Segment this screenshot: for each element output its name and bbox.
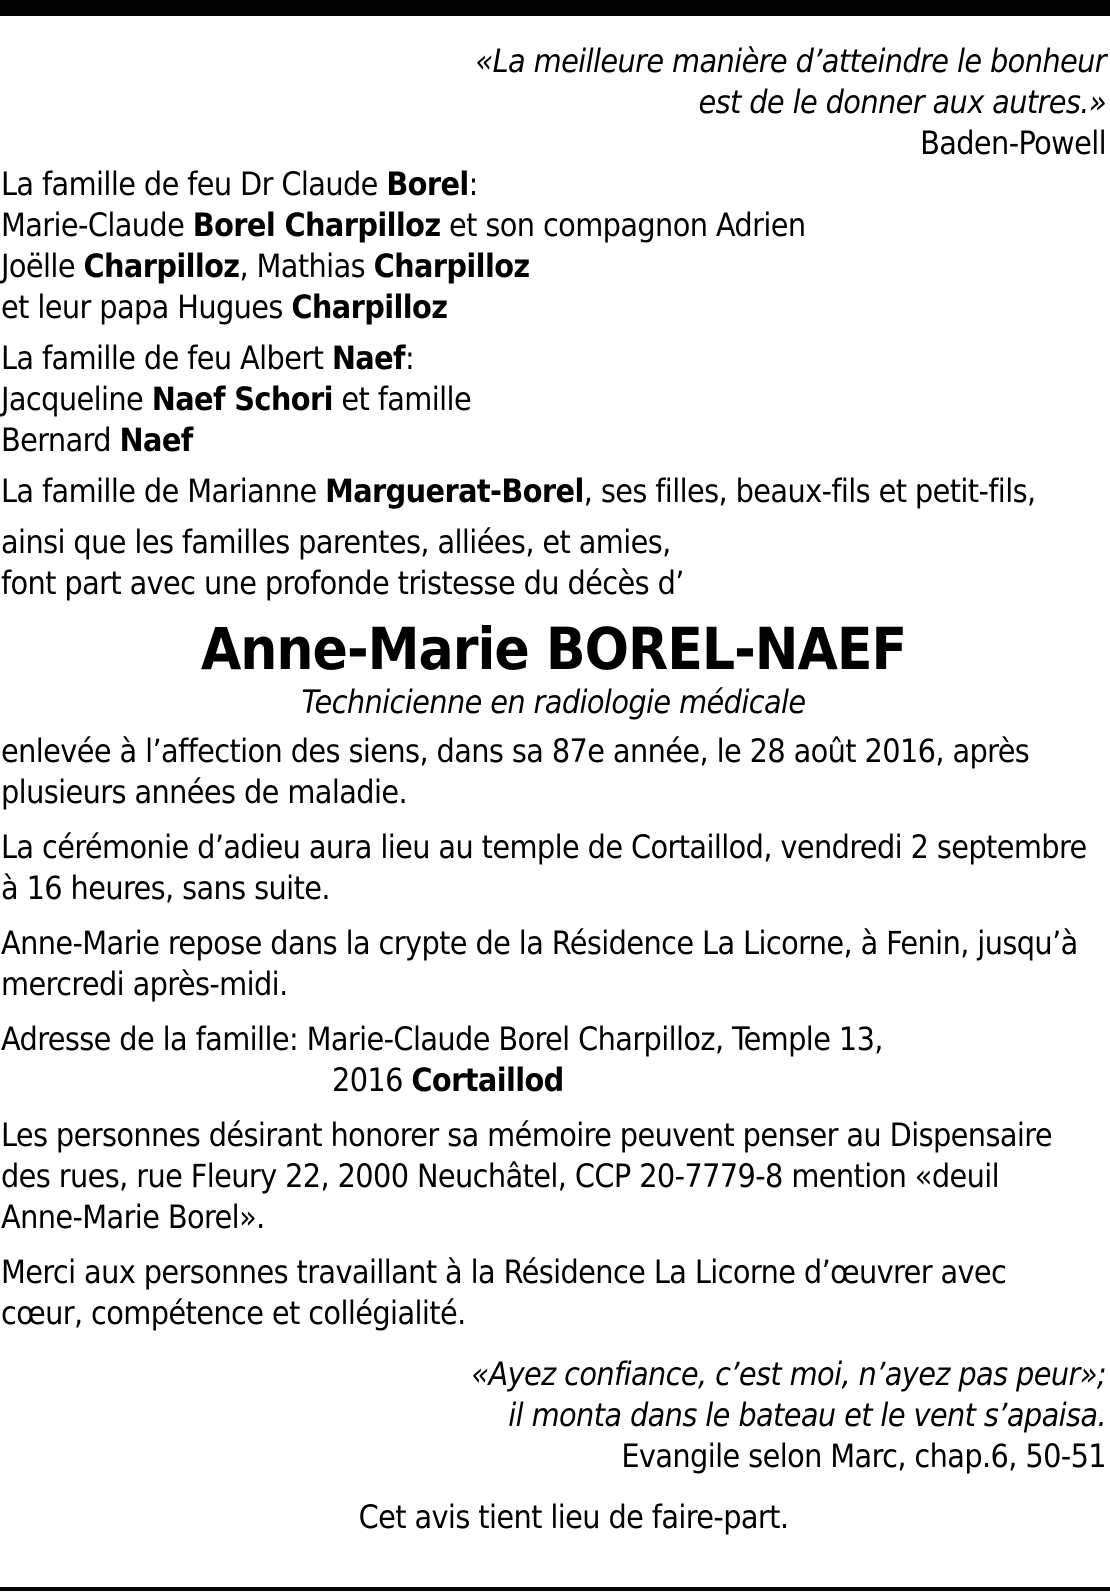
donation-info <box>1 1115 1106 1238</box>
family-marguerat <box>1 471 1106 512</box>
family-borel <box>1 164 1106 328</box>
intro-text: La famille de feu Albert <box>1 339 332 377</box>
death-notice <box>1 731 1106 813</box>
surname: Naef Schori <box>151 380 333 418</box>
text: et son compagnon Adrien <box>440 206 806 244</box>
announcement <box>1 522 1106 604</box>
intro-colon: : <box>404 339 415 377</box>
address-line-1: Adresse de la famille: Marie-Claude Borel Charpilloz, Temple 13, <box>1 1020 883 1058</box>
epigraph-author: Baden-Powell <box>920 124 1106 162</box>
intro-colon: : <box>468 165 478 203</box>
announcement-line-2: font part avec une profonde tristesse du décès d’ <box>1 564 684 602</box>
donation-line-1: Les personnes désirant honorer sa mémoire peuvent penser au Dispensaire <box>1 1116 1052 1154</box>
surname: Charpilloz <box>291 288 448 326</box>
text: , ses filles, beaux-fils et petit-fils, <box>583 472 1036 510</box>
closing-note: Cet avis tient lieu de faire-part. <box>358 1498 789 1536</box>
family-address <box>1 1019 1106 1101</box>
announcement-line-1: ainsi que les familles parentes, alliées, et amies, <box>1 523 671 561</box>
text: , Mathias <box>239 247 374 285</box>
donation-line-3: Anne-Marie Borel». <box>1 1198 265 1236</box>
intro-surname: Naef <box>331 339 405 377</box>
address-line-2 <box>1 1060 1106 1101</box>
ceremony-line-2: à 16 heures, sans suite. <box>1 869 330 907</box>
top-rule <box>0 0 1110 16</box>
text: Marie-Claude <box>1 206 193 244</box>
repose-line-1: Anne-Marie repose dans la crypte de la Résidence La Licorne, à Fenin, jusqu’à <box>1 924 1078 962</box>
text: La famille de Marianne <box>1 472 326 510</box>
postal-code: 2016 <box>332 1061 412 1099</box>
surname: Naef <box>119 421 193 459</box>
bottom-rule <box>0 1587 1110 1591</box>
epigraph <box>1 41 1106 164</box>
obituary-notice <box>1 41 1106 1538</box>
family-naef-intro <box>1 338 1106 379</box>
donation-line-2: des rues, rue Fleury 22, 2000 Neuchâtel, CCP 20-7779-8 mention «deuil <box>1 1157 1000 1195</box>
thanks-line-2: cœur, compétence et collégialité. <box>1 1294 466 1332</box>
scripture-line-2: il monta dans le bateau et le vent s’apaisa. <box>508 1396 1106 1434</box>
scripture-line-1: «Ayez confiance, c’est moi, n’ayez pas peur»; <box>471 1355 1106 1393</box>
thanks-info <box>1 1252 1106 1334</box>
ceremony-info <box>1 827 1106 909</box>
thanks-line-1: Merci aux personnes travaillant à la Résidence La Licorne d’œuvrer avec <box>1 1253 1007 1291</box>
family-borel-intro <box>1 164 1106 205</box>
text: Jacqueline <box>1 380 152 418</box>
ceremony-line-1: La cérémonie d’adieu aura lieu au temple de Cortaillod, vendredi 2 septembre <box>1 828 1087 866</box>
surname: Charpilloz <box>83 247 240 285</box>
surname: Charpilloz <box>373 247 530 285</box>
deceased-name: Anne-Marie BOREL-NAEF <box>200 615 907 683</box>
intro-surname: Borel <box>386 165 469 203</box>
text: Bernard <box>1 421 120 459</box>
family-naef <box>1 338 1106 461</box>
deceased-profession: Technicienne en radiologie médicale <box>301 683 806 721</box>
intro-text: La famille de feu Dr Claude <box>1 165 387 203</box>
scripture-source: Evangile selon Marc, chap.6, 50-51 <box>621 1437 1106 1475</box>
surname: Borel Charpilloz <box>192 206 441 244</box>
family-naef-line-1 <box>1 379 1106 420</box>
repose-info <box>1 923 1106 1005</box>
repose-line-2: mercredi après-midi. <box>1 965 288 1003</box>
epigraph-line-2: est de le donner aux autres.» <box>698 83 1106 121</box>
death-line-1: enlevée à l’affection des siens, dans sa 87e année, le 28 août 2016, après <box>1 732 1030 770</box>
family-borel-line-1 <box>1 205 1106 246</box>
surname: Marguerat-Borel <box>325 472 584 510</box>
epigraph-line-1: «La meilleure manière d’atteindre le bonheur <box>475 42 1106 80</box>
text: et leur papa Hugues <box>1 288 292 326</box>
death-line-2: plusieurs années de maladie. <box>1 773 407 811</box>
text: Joëlle <box>1 247 84 285</box>
scripture-quote <box>1 1354 1106 1477</box>
family-naef-line-2 <box>1 420 1106 461</box>
family-borel-line-2 <box>1 246 1106 287</box>
text: et famille <box>332 380 472 418</box>
family-borel-line-3 <box>1 287 1106 328</box>
city: Cortaillod <box>411 1061 564 1099</box>
